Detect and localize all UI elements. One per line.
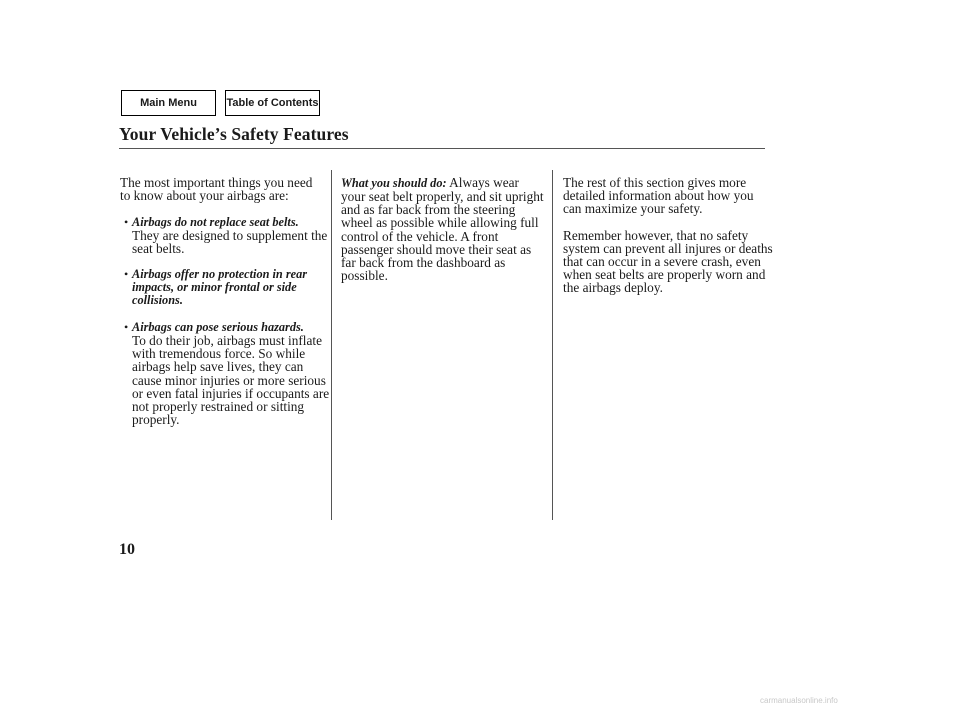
what-you-should-do-label: What you should do: — [341, 176, 447, 190]
bullet-item — [132, 321, 330, 426]
what-you-should-do-paragraph — [341, 176, 546, 282]
column-2 — [341, 176, 546, 282]
bullet-item — [132, 268, 332, 307]
title-divider — [119, 148, 765, 149]
table-of-contents-button[interactable]: Table of Contents — [225, 90, 320, 116]
page-title: Your Vehicle’s Safety Features — [119, 124, 349, 144]
page-number: 10 — [119, 541, 135, 558]
bullet-text: To do their job, airbags must inflate with tremendous force. So while airbags help save lives, they can cause minor injuries or more serious or even fatal injuries if occupants are not properly restrained or sitting properly. — [132, 333, 330, 428]
section-intro-paragraph: The rest of this section gives more detailed information about how you can maximize your safety. — [563, 175, 754, 217]
safety-note-paragraph: Remember however, that no safety system can prevent all injures or deaths that can occur in a severe crash, even when seat belts are properly worn and the airbags deploy. — [563, 227, 773, 296]
bullet-text: They are designed to supplement the seat belts. — [132, 228, 328, 257]
bullet-marker: • — [124, 215, 129, 229]
bullet-marker: • — [124, 320, 129, 334]
column-3 — [563, 176, 773, 295]
what-you-should-do-text: Always wear your seat belt properly, and sit upright and as far back from the steering wheel as possible while allowing full control of the vehicle. A front passenger should move their seat as far back from the dashboard as possible. — [341, 175, 544, 284]
main-menu-button[interactable]: Main Menu — [121, 90, 216, 116]
watermark: carmanualsonline.info — [760, 696, 838, 705]
column-1 — [120, 176, 325, 202]
bullet-item — [132, 216, 332, 255]
column-divider-2 — [552, 170, 553, 520]
bullet-marker: • — [124, 267, 129, 281]
intro-paragraph: The most important things you need to know about your airbags are: — [120, 175, 313, 204]
bullet-heading: Airbags can pose serious hazards. — [132, 320, 304, 334]
bullet-heading: Airbags do not replace seat belts. — [132, 215, 299, 229]
bullet-heading: Airbags offer no protection in rear impacts, or minor frontal or side collisions. — [132, 267, 308, 307]
